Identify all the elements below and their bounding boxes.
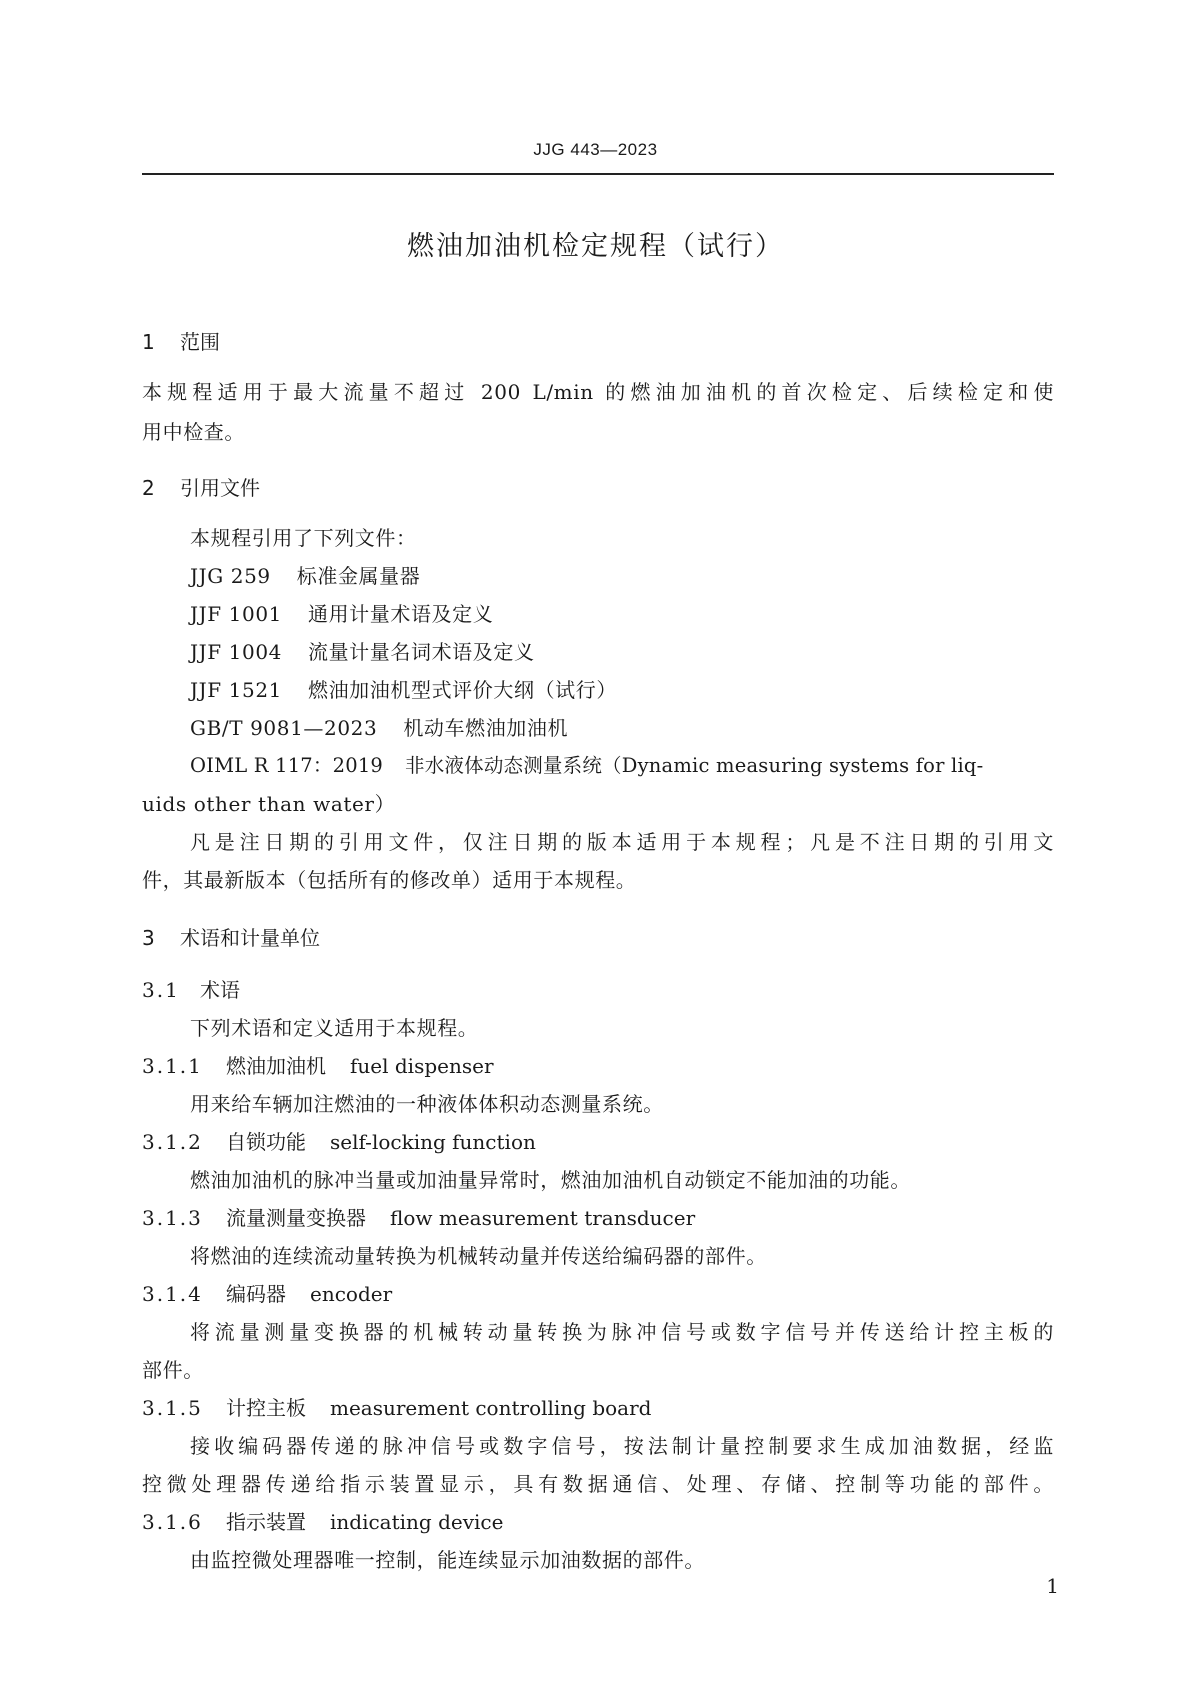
subsection-number: 3.1 [142, 978, 180, 1002]
reference-code: JJF 1521 [190, 678, 282, 702]
term-chinese: 燃油加油机 [226, 1054, 326, 1078]
reference-title: 流量计量名词术语及定义 [307, 640, 535, 664]
term-chinese: 流量测量变换器 [226, 1206, 366, 1230]
term-english: flow measurement transducer [390, 1206, 696, 1230]
reference-item [190, 674, 617, 703]
term-number: 3.1.4 [142, 1282, 203, 1306]
term-definition: 用来给车辆加注燃油的一种液体体积动态测量系统。 [190, 1092, 664, 1116]
term-english: indicating device [330, 1510, 504, 1534]
term-definition: 由监控微处理器唯一控制，能连续显示加油数据的部件。 [190, 1548, 705, 1572]
reference-code: GB/T 9081—2023 [190, 716, 378, 740]
section-number: 1 [142, 330, 155, 354]
term-number: 3.1.2 [142, 1130, 203, 1154]
reference-code: JJF 1004 [190, 640, 282, 664]
term-chinese: 计控主板 [226, 1396, 306, 1420]
document-header-code: JJG 443—2023 [533, 140, 658, 159]
section-3-heading [142, 922, 320, 951]
reference-code: OIML R 117：2019 [190, 754, 384, 777]
reference-code: JJG 259 [190, 564, 271, 588]
section-number: 2 [142, 476, 155, 500]
page-number: 1 [1046, 1574, 1059, 1598]
term-chinese: 自锁功能 [226, 1130, 306, 1154]
reference-title: 通用计量术语及定义 [307, 602, 494, 626]
term-number: 3.1.1 [142, 1054, 203, 1078]
term-definition-line-1: 将流量测量变换器的机械转动量转换为脉冲信号或数字信号并传送给计控主板的 [190, 1320, 1054, 1344]
section-number: 3 [142, 926, 155, 950]
term-number: 3.1.3 [142, 1206, 203, 1230]
term-definition-line-2: 控微处理器传递给指示装置显示，具有数据通信、处理、存储、控制等功能的部件。 [142, 1472, 1054, 1496]
term-english: fuel dispenser [350, 1054, 494, 1078]
subsection-3-1-heading [142, 974, 240, 1003]
term-heading [142, 1278, 392, 1307]
term-heading [142, 1392, 651, 1421]
term-definition-line-2: 部件。 [142, 1358, 204, 1382]
term-number: 3.1.5 [142, 1396, 203, 1420]
term-definition-line-1: 接收编码器传递的脉冲信号或数字信号，按法制计量控制要求生成加油数据，经监 [190, 1434, 1054, 1458]
reference-item [190, 712, 568, 741]
term-heading [142, 1202, 695, 1231]
references-note-line-2: 件，其最新版本（包括所有的修改单）适用于本规程。 [142, 868, 637, 892]
term-number: 3.1.6 [142, 1510, 203, 1534]
subsection-title: 术语 [200, 978, 240, 1002]
term-english: encoder [310, 1282, 393, 1306]
term-chinese: 指示装置 [226, 1510, 306, 1534]
term-heading [142, 1050, 494, 1079]
document-title: 燃油加油机检定规程（试行） [407, 231, 784, 262]
section-1-paragraph-line-1: 本规程适用于最大流量不超过 200 L/min 的燃油加油机的首次检定、后续检定和使 [142, 380, 1054, 404]
references-intro: 本规程引用了下列文件： [190, 526, 417, 550]
reference-title: 机动车燃油加油机 [403, 716, 569, 740]
reference-title: 燃油加油机型式评价大纲（试行） [307, 678, 617, 702]
term-english: self-locking function [330, 1130, 536, 1154]
section-title: 术语和计量单位 [180, 926, 320, 950]
reference-item [190, 636, 535, 665]
reference-item [190, 560, 420, 589]
reference-continuation: uids other than water） [142, 792, 396, 816]
section-2-heading [142, 472, 260, 501]
reference-item [190, 750, 1054, 778]
reference-item [190, 598, 493, 627]
reference-title: 非水液体动态测量系统（Dynamic measuring systems for liq- [405, 754, 984, 777]
term-chinese: 编码器 [226, 1282, 286, 1306]
term-english: measurement controlling board [330, 1396, 652, 1420]
references-note-line-1: 凡是注日期的引用文件，仅注日期的版本适用于本规程；凡是不注日期的引用文 [190, 830, 1054, 854]
term-heading [142, 1126, 536, 1155]
term-definition: 将燃油的连续流动量转换为机械转动量并传送给编码器的部件。 [190, 1244, 767, 1268]
section-title: 引用文件 [180, 476, 260, 500]
reference-code: JJF 1001 [190, 602, 282, 626]
section-1-paragraph-line-2: 用中检查。 [142, 420, 245, 444]
header-rule [142, 173, 1054, 175]
term-heading [142, 1506, 503, 1535]
term-definition: 燃油加油机的脉冲当量或加油量异常时，燃油加油机自动锁定不能加油的功能。 [190, 1168, 911, 1192]
section-title: 范围 [180, 330, 220, 354]
reference-title: 标准金属量器 [296, 564, 421, 588]
subsection-intro: 下列术语和定义适用于本规程。 [190, 1016, 479, 1040]
section-1-heading [142, 326, 220, 355]
